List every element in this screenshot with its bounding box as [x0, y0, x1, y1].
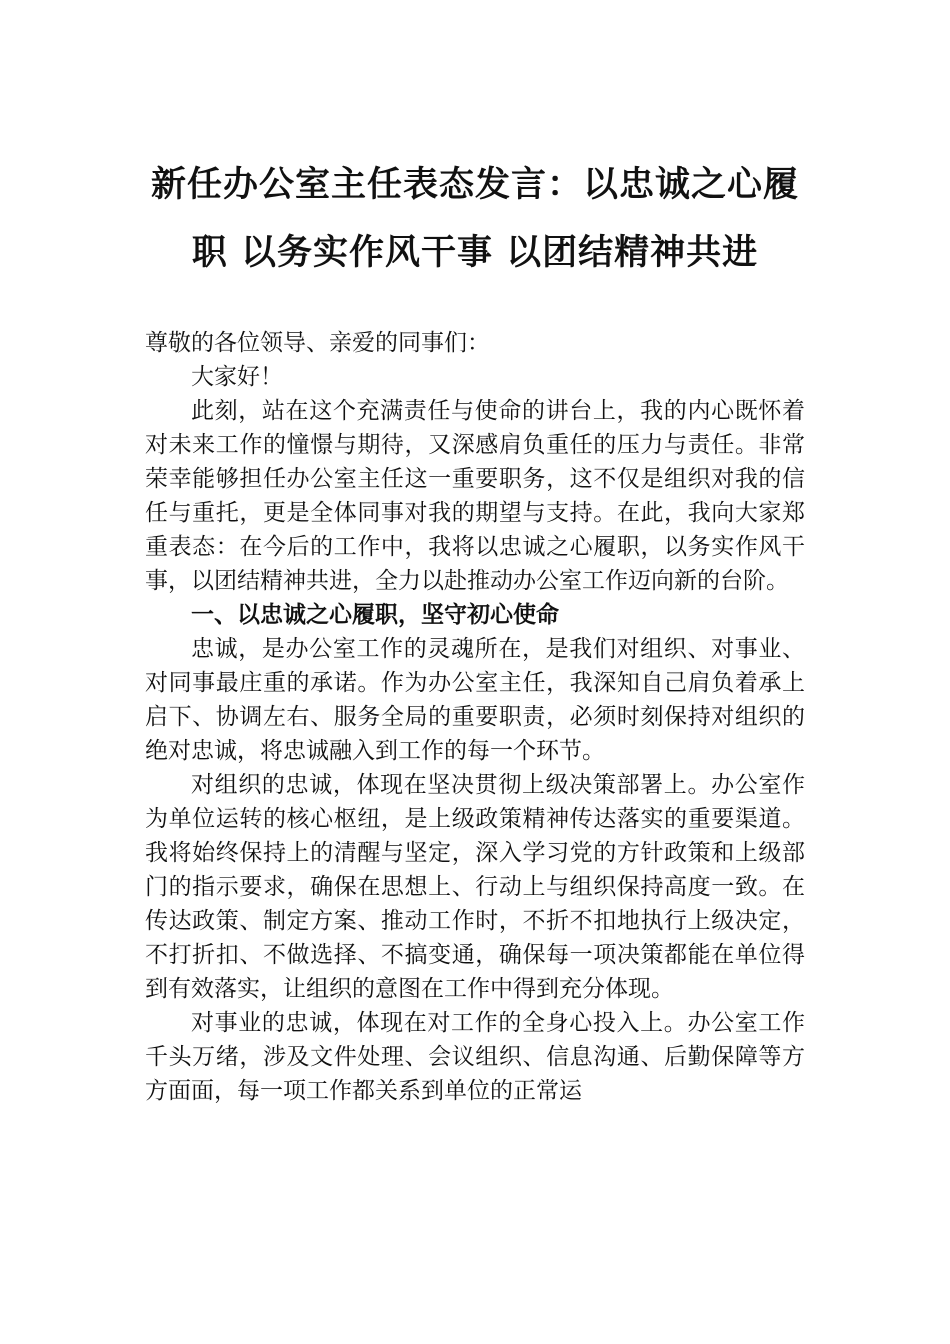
paragraph-opening: 此刻，站在这个充满责任与使命的讲台上，我的内心既怀着对未来工作的憧憬与期待，又深感肩负重任的压力与责任。非常荣幸能够担任办公室主任这一重要职务，这不仅是组织对我的信任与重托，更是全体同事对我的期望与支持。在此，我向大家郑重表态：在今后的工作中，我将以忠诚之心履职，以务实作风干事，以团结精神共进，全力以赴推动办公室工作迈向新的台阶。: [145, 398, 805, 594]
paragraph-loyalty-organization: 对组织的忠诚，体现在坚决贯彻上级决策部署上。办公室作为单位运转的核心枢纽，是上级政策精神传达落实的重要渠道。我将始终保持上的清醒与坚定，深入学习党的方针政策和上级部门的指示要求，确保在思想上、行动上与组织保持高度一致。在传达政策、制定方案、推动工作时，不折不扣地执行上级决定，不打折扣、不做选择、不搞变通，确保每一项决策都能在单位得到有效落实，让组织的意图在工作中得到充分体现。: [145, 772, 805, 1002]
document-body: [145, 326, 805, 1108]
section-heading-1: 一、以忠诚之心履职，坚守初心使命: [191, 602, 559, 628]
document-title-line-1: 新任办公室主任表态发言：以忠诚之心履: [150, 165, 799, 205]
salutation: 尊敬的各位领导、亲爱的同事们：: [145, 330, 490, 356]
paragraph-loyalty-intro: 忠诚，是办公室工作的灵魂所在，是我们对组织、对事业、对同事最庄重的承诺。作为办公室主任，我深知自己肩负着承上启下、协调左右、服务全局的重要职责，必须时刻保持对组织的绝对忠诚，将忠诚融入到工作的每一个环节。: [145, 636, 805, 764]
paragraph-loyalty-career: 对事业的忠诚，体现在对工作的全身心投入上。办公室工作千头万绪，涉及文件处理、会议组织、信息沟通、后勤保障等方方面面，每一项工作都关系到单位的正常运: [145, 1010, 805, 1104]
document-title-line-2: 职 以务实作风干事 以团结精神共进: [191, 233, 759, 273]
greeting: 大家好！: [191, 364, 283, 390]
